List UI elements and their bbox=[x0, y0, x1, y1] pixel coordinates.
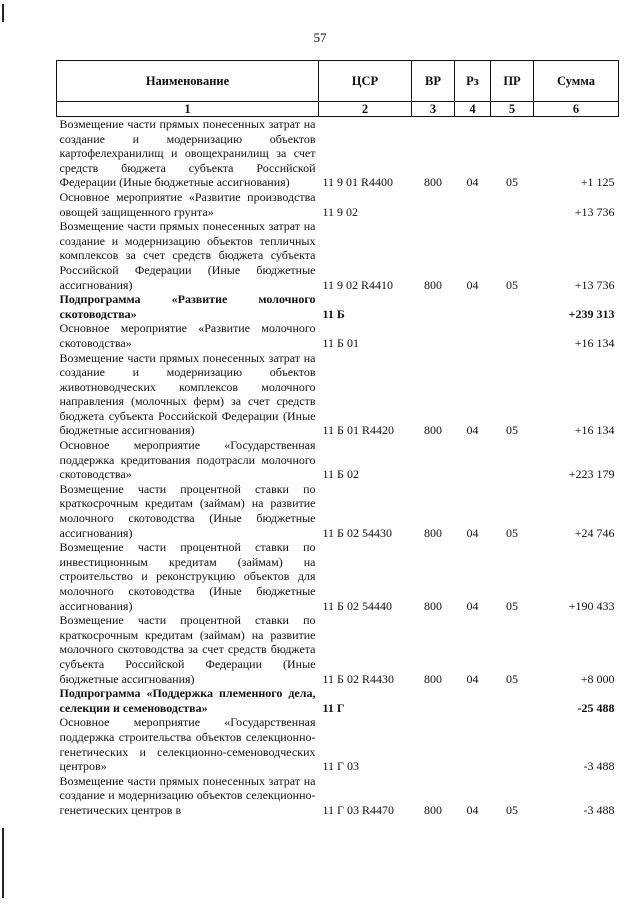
row-sum-cell: +16 134 bbox=[574, 335, 615, 350]
header-sum: Сумма bbox=[534, 61, 619, 102]
row-rz-cell: 04 bbox=[466, 175, 479, 190]
table-row bbox=[57, 438, 619, 482]
row-sum-cell: +190 433 bbox=[568, 598, 615, 613]
row-csr-cell: 11 Б bbox=[322, 306, 345, 321]
column-number: 2 bbox=[319, 102, 412, 117]
page-number: 57 bbox=[313, 30, 327, 45]
row-pr-cell: 05 bbox=[506, 802, 518, 817]
left-margin-mark-top bbox=[2, 4, 4, 22]
row-rz-cell bbox=[455, 686, 491, 715]
row-csr-cell: 11 Г 03 R4470 bbox=[322, 802, 394, 817]
row-rz-cell bbox=[455, 190, 491, 219]
row-csr-cell: 11 Г 03 bbox=[322, 759, 359, 774]
row-rz-cell: 04 bbox=[466, 598, 479, 613]
row-sum-cell: +8 000 bbox=[580, 671, 615, 686]
row-csr-cell: 11 Б 02 bbox=[322, 467, 359, 482]
row-name-cell: Возмещение части процентной ставки по краткосрочным кредитам (займам) на развитие молочного скотоводства за счет средств бюджета субъекта Российской Федерации (Иные бюджетные ассигнования) bbox=[59, 613, 316, 686]
row-pr-cell: 05 bbox=[506, 423, 518, 438]
row-vr-cell: 800 bbox=[424, 802, 442, 817]
row-rz-cell: 04 bbox=[466, 525, 479, 540]
row-sum-cell: +1 125 bbox=[580, 175, 615, 190]
table-row bbox=[57, 292, 619, 321]
row-vr-cell bbox=[412, 438, 455, 482]
budget-table bbox=[56, 60, 619, 818]
table-body bbox=[57, 117, 619, 818]
row-pr-cell bbox=[491, 321, 534, 350]
row-csr-cell: 11 Г bbox=[322, 700, 345, 715]
table-row bbox=[57, 482, 619, 540]
row-rz-cell bbox=[455, 438, 491, 482]
row-name-cell: Возмещение части процентной ставки по краткосрочным кредитам (займам) на развитие молочного скотоводства (Иные бюджетные ассигнования) bbox=[59, 481, 316, 540]
row-sum-cell: -25 488 bbox=[577, 700, 615, 715]
table-row bbox=[57, 190, 619, 219]
table-row bbox=[57, 219, 619, 292]
row-vr-cell: 800 bbox=[424, 277, 442, 292]
table-row bbox=[57, 715, 619, 773]
row-name-cell: Основное мероприятие «Развитие молочного скотоводства» bbox=[59, 321, 316, 350]
row-csr-cell: 11 9 01 R4400 bbox=[322, 175, 394, 190]
table-row bbox=[57, 351, 619, 439]
left-margin-mark-bottom bbox=[2, 828, 4, 898]
row-csr-cell: 11 Б 02 54440 bbox=[322, 598, 392, 613]
row-rz-cell: 04 bbox=[466, 423, 479, 438]
row-name-cell: Подпрограмма «Развитие молочного скотоводства» bbox=[59, 292, 316, 321]
row-name-cell: Основное мероприятие «Государственная поддержка строительства объектов селекционно-генетических и селекционно-семеноводческих центров» bbox=[59, 715, 316, 774]
table-row bbox=[57, 774, 619, 818]
row-vr-cell bbox=[412, 190, 455, 219]
row-csr-cell: 11 9 02 bbox=[322, 204, 359, 219]
row-name-cell: Подпрограмма «Поддержка племенного дела, селекции и семеноводства» bbox=[59, 686, 316, 715]
row-name-cell: Возмещение части прямых понесенных затрат на создание и модернизацию объектов тепличных комплексов за счет средств бюджета субъекта Российской Федерации (Иные бюджетные ассигнования) bbox=[59, 219, 316, 292]
row-pr-cell: 05 bbox=[506, 525, 518, 540]
row-sum-cell: -3 488 bbox=[583, 759, 615, 774]
row-sum-cell: +13 736 bbox=[574, 204, 615, 219]
row-sum-cell: +16 134 bbox=[574, 423, 615, 438]
row-vr-cell bbox=[412, 321, 455, 350]
row-name-cell: Возмещение части прямых понесенных затрат на создание и модернизацию объектов животноводческих комплексов молочного направления (молочных ферм) за счет средств бюджета субъекта Российской Федерации (Иные бюджетные ассигнования) bbox=[59, 350, 316, 438]
table-row bbox=[57, 321, 619, 350]
row-sum-cell: +223 179 bbox=[568, 467, 615, 482]
row-rz-cell bbox=[455, 321, 491, 350]
table-row bbox=[57, 686, 619, 715]
column-number: 6 bbox=[534, 102, 619, 117]
header-rz: Рз bbox=[455, 61, 491, 102]
row-vr-cell bbox=[412, 715, 455, 773]
row-vr-cell bbox=[412, 686, 455, 715]
row-sum-cell: +24 746 bbox=[574, 525, 615, 540]
row-pr-cell bbox=[491, 438, 534, 482]
row-csr-cell: 11 9 02 R4410 bbox=[322, 277, 394, 292]
row-vr-cell: 800 bbox=[424, 175, 442, 190]
column-number: 5 bbox=[491, 102, 534, 117]
row-pr-cell: 05 bbox=[506, 277, 518, 292]
row-pr-cell: 05 bbox=[506, 598, 518, 613]
row-vr-cell: 800 bbox=[424, 423, 442, 438]
row-name-cell: Возмещение части прямых понесенных затрат на создание и модернизацию объектов картофелехранилищ и овощехранилищ за счет средств бюджета субъекта Российской Федерации (Иные бюджетные ассигнования) bbox=[59, 117, 316, 190]
row-csr-cell: 11 Б 02 R4430 bbox=[322, 671, 394, 686]
column-number-row bbox=[57, 102, 619, 117]
header-name: Наименование bbox=[57, 61, 319, 102]
row-sum-cell: +13 736 bbox=[574, 277, 615, 292]
row-rz-cell: 04 bbox=[466, 802, 479, 817]
row-name-cell: Основное мероприятие «Развитие производства овощей защищенного грунта» bbox=[59, 189, 316, 219]
row-pr-cell bbox=[491, 190, 534, 219]
row-rz-cell bbox=[455, 715, 491, 773]
row-vr-cell: 800 bbox=[424, 525, 442, 540]
table-row bbox=[57, 117, 619, 190]
column-number: 3 bbox=[412, 102, 455, 117]
row-pr-cell bbox=[491, 686, 534, 715]
row-csr-cell: 11 Б 02 54430 bbox=[322, 525, 392, 540]
row-csr-cell: 11 Б 01 R4420 bbox=[322, 423, 394, 438]
table-row bbox=[57, 613, 619, 686]
row-pr-cell: 05 bbox=[506, 671, 518, 686]
header-vr: ВР bbox=[412, 61, 455, 102]
row-sum-cell: +239 313 bbox=[568, 306, 615, 321]
header-row bbox=[57, 61, 619, 102]
row-pr-cell: 05 bbox=[506, 175, 518, 190]
row-rz-cell: 04 bbox=[466, 671, 479, 686]
column-number: 4 bbox=[455, 102, 491, 117]
row-rz-cell: 04 bbox=[466, 277, 479, 292]
row-vr-cell: 800 bbox=[424, 598, 442, 613]
row-name-cell: Возмещение части прямых понесенных затрат на создание и модернизацию объектов селекционно-генетических центров в bbox=[59, 773, 316, 817]
row-vr-cell bbox=[412, 292, 455, 321]
header-csr: ЦСР bbox=[319, 61, 412, 102]
row-pr-cell bbox=[491, 292, 534, 321]
table-row bbox=[57, 540, 619, 613]
row-name-cell: Возмещение части процентной ставки по инвестиционным кредитам (займам) на строительство и реконструкцию объектов для молочного скотоводства (Иные бюджетные ассигнования) bbox=[59, 540, 316, 613]
row-rz-cell bbox=[455, 292, 491, 321]
row-name-cell: Основное мероприятие «Государственная поддержка кредитования подотрасли молочного скотоводства» bbox=[59, 438, 316, 482]
row-pr-cell bbox=[491, 715, 534, 773]
row-sum-cell: -3 488 bbox=[583, 802, 615, 817]
column-number: 1 bbox=[57, 102, 319, 117]
row-csr-cell: 11 Б 01 bbox=[322, 335, 359, 350]
header-pr: ПР bbox=[491, 61, 534, 102]
row-vr-cell: 800 bbox=[424, 671, 442, 686]
